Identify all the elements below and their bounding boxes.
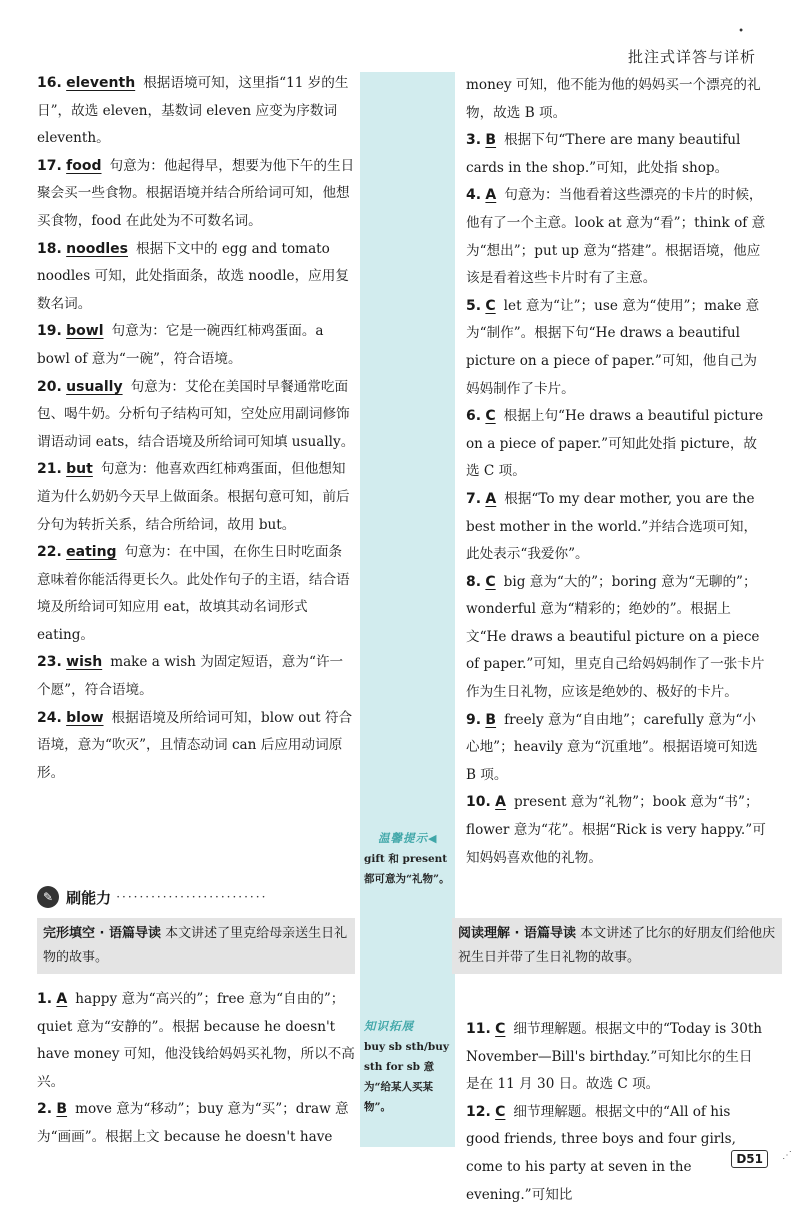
entry-number: 21. bbox=[37, 461, 62, 478]
answer-entry bbox=[37, 705, 355, 788]
entry-number: 7. bbox=[466, 490, 482, 507]
page-mark: • bbox=[738, 26, 744, 37]
divider-dots: ·························· bbox=[116, 890, 268, 904]
entry-answer: blow bbox=[66, 709, 104, 726]
entry-text: big 意为“大的”；boring 意为“无聊的”；wonderful 意为“精彩的；绝妙的”。根据上文“He draws a beautiful picture on a piece of paper.”可知，里克自己给妈妈制作了一张卡片作为生日礼物，应该是绝妙的、极好的卡片。 bbox=[466, 573, 765, 701]
section-heading bbox=[37, 886, 355, 912]
entry-answer: A bbox=[485, 490, 497, 507]
answer-entry bbox=[466, 293, 766, 403]
answer-entry bbox=[466, 569, 766, 707]
corner-decoration: ⋰ bbox=[782, 1150, 792, 1161]
side-note-text: buy sb sth/buy sth for sb 意为“给某人买某物”。 bbox=[364, 1041, 449, 1113]
entry-answer: C bbox=[485, 297, 496, 314]
answer-entry bbox=[466, 182, 766, 292]
entry-answer: food bbox=[66, 157, 102, 174]
side-note-title: 温馨提示 bbox=[378, 831, 428, 845]
guide-text: 本文讲述了比尔的好朋友们给他庆祝生日并带了生日礼物的故事。 bbox=[458, 926, 776, 965]
entry-answer: eating bbox=[66, 544, 117, 561]
entry-text: 根据下文中的 egg and tomato noodles 可知，此处指面条，故选 noodle，应用复数名词。 bbox=[37, 240, 349, 312]
entry-text: let 意为“让”；use 意为“使用”；make 意为“制作”。根据下句“He draws a beautiful picture on a piece of paper.”可知，他自己为妈妈制作了卡片。 bbox=[466, 297, 760, 397]
entry-text: 根据“To my dear mother, you are the best mother in the world.”并结合选项可知，此处表示“我爱你”。 bbox=[466, 490, 758, 563]
guide-box-left bbox=[37, 918, 355, 974]
entry-number: 20. bbox=[37, 378, 62, 395]
entry-number: 8. bbox=[466, 573, 482, 590]
entry-answer: B bbox=[485, 132, 497, 149]
sidebar-strip bbox=[360, 72, 455, 1147]
answer-entry bbox=[466, 1016, 766, 1099]
entry-text: make a wish 为固定短语，意为“许一个愿”，符合语境。 bbox=[37, 654, 344, 699]
entry-number: 2. bbox=[37, 1101, 53, 1118]
side-note-expand bbox=[360, 1016, 455, 1117]
entry-text: 句意为：当他看着这些漂亮的卡片的时候，他有了一个主意。look at 意为“看”；think of 意为“想出”；put up 意为“搭建”。根据语境，他应该是看着这些卡片时有了主意。 bbox=[466, 187, 766, 287]
entry-text: 句意为：它是一碗西红柿鸡蛋面。a bowl of 意为“一碗”，符合语境。 bbox=[37, 323, 324, 367]
entry-number: 5. bbox=[466, 297, 482, 314]
entry-text: 根据语境及所给词可知，blow out 符合语境，意为“吹灭”，且情态动词 can 后应用动词原形。 bbox=[37, 709, 353, 781]
entry-answer: A bbox=[485, 187, 497, 204]
answer-entry bbox=[37, 456, 355, 539]
entry-text: present 意为“礼物”；book 意为“书”；flower 意为“花”。根据“Rick is very happy.”可知妈妈喜欢他的礼物。 bbox=[466, 794, 766, 866]
entry-number: 6. bbox=[466, 408, 482, 425]
entry-text: 细节理解题。根据文中的“Today is 30th November—Bill's birthday.”可知比尔的生日是在 11 月 30 日。故选 C 项。 bbox=[466, 1021, 763, 1093]
entry-number: 3. bbox=[466, 132, 482, 149]
entry-text: 句意为：他起得早，想要为他下午的生日聚会买一些食物。根据语境并结合所给词可知，他想买食物，food 在此处为不可数名词。 bbox=[37, 157, 355, 229]
answer-entry bbox=[37, 70, 355, 153]
entry-number: 12. bbox=[466, 1103, 491, 1120]
section-label: 刷能力 bbox=[66, 888, 112, 907]
answer-entry bbox=[37, 986, 355, 1096]
entry-text: 句意为：他喜欢西红柿鸡蛋面，但他想知道为什么奶奶今天早上做面条。根据句意可知，前后分句为转折关系，结合所给词，故用 but。 bbox=[37, 461, 350, 533]
entry-text: 句意为：艾伦在美国时早餐通常吃面包、喝牛奶。分析句子结构可知，空处应用副词修饰谓语动词 eats，结合语境及所给词可知填 usually。 bbox=[37, 378, 355, 450]
right-column bbox=[466, 72, 766, 900]
entry-text: 根据下句“There are many beautiful cards in the shop.”可知，此处指 shop。 bbox=[466, 132, 741, 176]
answer-entry bbox=[466, 789, 766, 872]
entry-number: 16. bbox=[37, 75, 62, 91]
answer-entry bbox=[466, 486, 766, 569]
answer-entry bbox=[37, 318, 355, 373]
guide-text: 本文讲述了里克给母亲送生日礼物的故事。 bbox=[43, 926, 348, 965]
entry-answer: A bbox=[495, 794, 506, 811]
entry-answer: bowl bbox=[66, 323, 104, 340]
entry-number: 22. bbox=[37, 544, 62, 561]
entry-number: 24. bbox=[37, 709, 62, 726]
entry-answer: C bbox=[495, 1021, 506, 1037]
left-lower-column bbox=[37, 986, 355, 1152]
guide-label: 阅读理解 · 语篇导读 bbox=[458, 926, 576, 941]
entry-number: 10. bbox=[466, 794, 491, 811]
side-note-text: gift 和 present 都可意为“礼物”。 bbox=[364, 853, 450, 885]
entry-number: 1. bbox=[37, 991, 53, 1007]
answer-entry bbox=[37, 374, 355, 457]
entry-text: 根据上句“He draws a beautiful picture on a piece of paper.”可知此处指 picture，故选 C 项。 bbox=[466, 408, 764, 480]
entry-number: 17. bbox=[37, 157, 62, 174]
entry-answer: C bbox=[485, 573, 496, 590]
entry-number: 4. bbox=[466, 187, 482, 204]
entry-text: happy 意为“高兴的”；free 意为“自由的”；quiet 意为“安静的”。根据 because he doesn't have money 可知，他没钱给妈妈买礼物，所以不高兴。 bbox=[37, 991, 355, 1090]
right-lower-column bbox=[466, 1016, 766, 1209]
entry-number: 19. bbox=[37, 323, 62, 340]
entry-text: 句意为：在中国，在你生日时吃面条意味着你能活得更长久。此处作句子的主语，结合语境及所给词可知应用 eat，故填其动名词形式 eating。 bbox=[37, 544, 350, 643]
answer-entry bbox=[466, 403, 766, 486]
arrow-left-icon: ◀ bbox=[428, 832, 437, 845]
entry-text: move 意为“移动”；buy 意为“买”；draw 意为“画画”。根据上文 because he doesn't have bbox=[37, 1101, 349, 1145]
entry-answer: wish bbox=[66, 654, 103, 671]
answer-entry bbox=[466, 707, 766, 790]
answer-entry bbox=[37, 539, 355, 649]
entry-answer: but bbox=[66, 461, 93, 478]
answer-entry bbox=[466, 72, 766, 127]
entry-answer: noodles bbox=[66, 240, 128, 257]
left-column bbox=[37, 70, 355, 787]
entry-answer: C bbox=[495, 1103, 506, 1120]
answer-entry bbox=[37, 153, 355, 236]
entry-answer: usually bbox=[66, 378, 123, 395]
guide-label: 完形填空 · 语篇导读 bbox=[43, 926, 161, 941]
entry-text: 根据语境可知，这里指“11 岁的生日”，故选 eleven，基数词 eleven 应变为序数词 eleventh。 bbox=[37, 75, 349, 147]
entry-number: 11. bbox=[466, 1021, 491, 1037]
entry-answer: A bbox=[56, 991, 68, 1007]
answer-entry bbox=[466, 872, 766, 900]
page-number: D51 bbox=[731, 1150, 768, 1168]
side-note-title: 知识拓展 bbox=[364, 1019, 414, 1033]
entry-number: 9. bbox=[466, 711, 482, 728]
entry-number: 23. bbox=[37, 654, 62, 671]
answer-entry bbox=[37, 649, 355, 704]
answer-entry bbox=[466, 1099, 766, 1209]
entry-answer: eleventh bbox=[66, 75, 136, 91]
entry-answer: B bbox=[56, 1101, 68, 1118]
page-header: 批注式详答与详析 bbox=[627, 48, 756, 66]
answer-entry bbox=[37, 236, 355, 319]
pen-icon: ✎ bbox=[37, 886, 59, 908]
side-note-tip bbox=[360, 828, 455, 889]
answer-entry bbox=[37, 1096, 355, 1151]
guide-box-right bbox=[452, 918, 782, 974]
entry-answer: C bbox=[485, 408, 496, 425]
entry-text: money 可知，他不能为他的妈妈买一个漂亮的礼物，故选 B 项。 bbox=[466, 77, 761, 121]
entry-answer: B bbox=[485, 711, 497, 728]
entry-text: freely 意为“自由地”；carefully 意为“小心地”；heavily 意为“沉重地”。根据语境可知选 B 项。 bbox=[466, 711, 758, 783]
entry-number: 18. bbox=[37, 240, 62, 257]
entry-text: 细节理解题。根据文中的“All of his good friends, three boys and four girls, come to his party at seven in the evening.”可知比 bbox=[466, 1103, 736, 1203]
answer-entry bbox=[466, 127, 766, 182]
